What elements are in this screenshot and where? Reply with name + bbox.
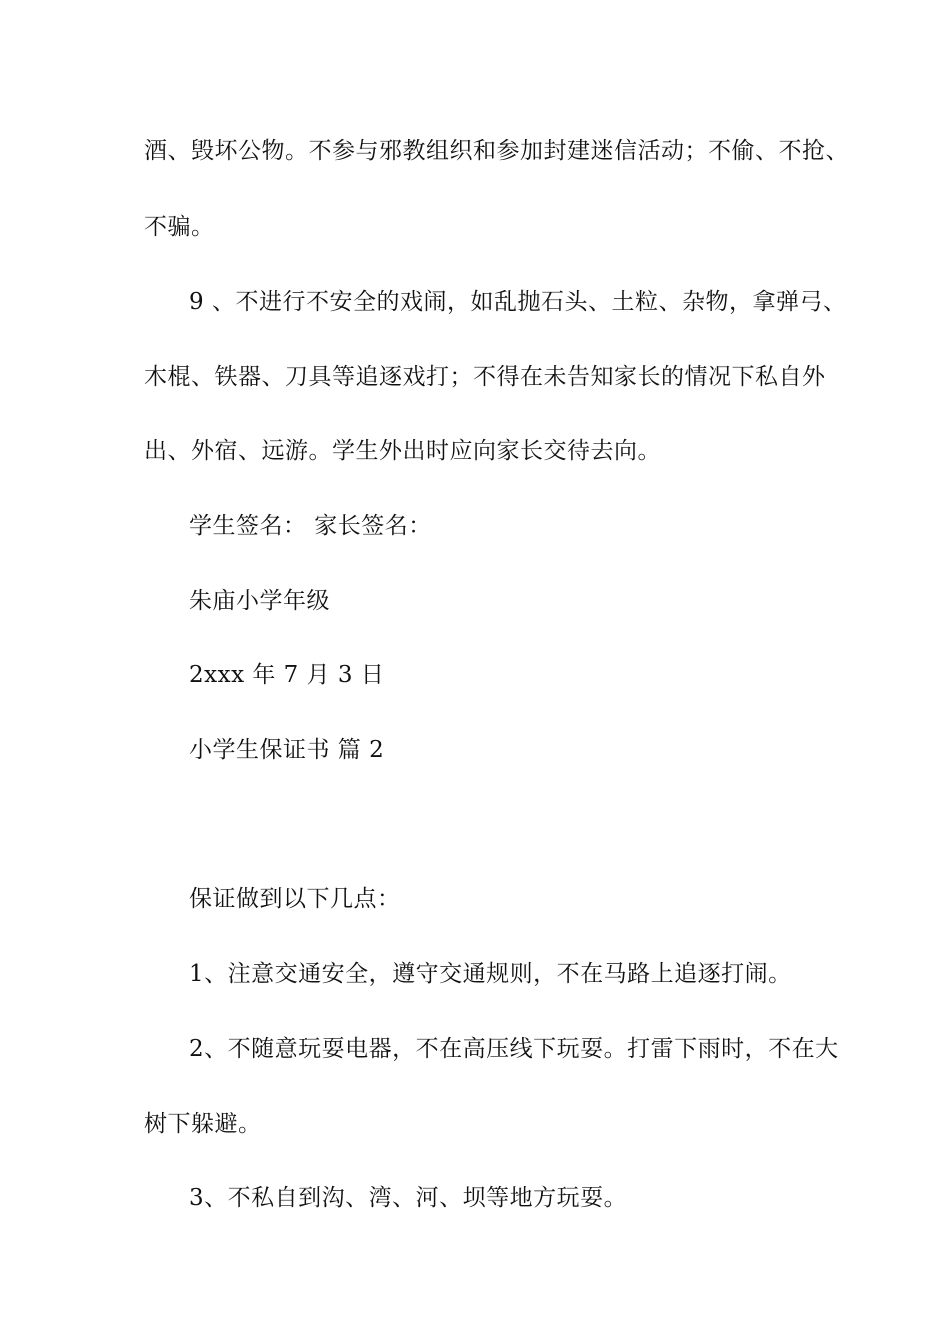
date-line: 2xxx 年 7 月 3 日 <box>189 662 385 688</box>
paragraph-line: 木棍、铁器、刀具等追逐戏打；不得在未告知家长的情况下私自外 <box>144 364 826 390</box>
paragraph-line: 不骗。 <box>144 214 215 240</box>
list-item: 2、不随意玩耍电器，不在高压线下玩耍。打雷下雨时，不在大 <box>189 1036 839 1062</box>
school-grade-line: 朱庙小学年级 <box>189 588 330 614</box>
paragraph-line: 保证做到以下几点： <box>189 886 401 912</box>
list-item-continuation: 树下躲避。 <box>144 1111 262 1137</box>
signature-line: 学生签名： 家长签名： <box>189 513 432 539</box>
paragraph-line: 酒、毁坏公物。不参与邪教组织和参加封建迷信活动；不偷、不抢、 <box>144 138 849 164</box>
section-heading: 小学生保证书 篇 2 <box>189 737 385 763</box>
paragraph-line: 出、外宿、远游。学生外出时应向家长交待去向。 <box>144 438 661 464</box>
list-item: 1、注意交通安全，遵守交通规则，不在马路上追逐打闹。 <box>189 961 792 987</box>
paragraph-line: 9 、不进行不安全的戏闹，如乱抛石头、土粒、杂物，拿弹弓、 <box>189 289 847 315</box>
list-item: 3、不私自到沟、湾、河、坝等地方玩耍。 <box>189 1185 628 1211</box>
